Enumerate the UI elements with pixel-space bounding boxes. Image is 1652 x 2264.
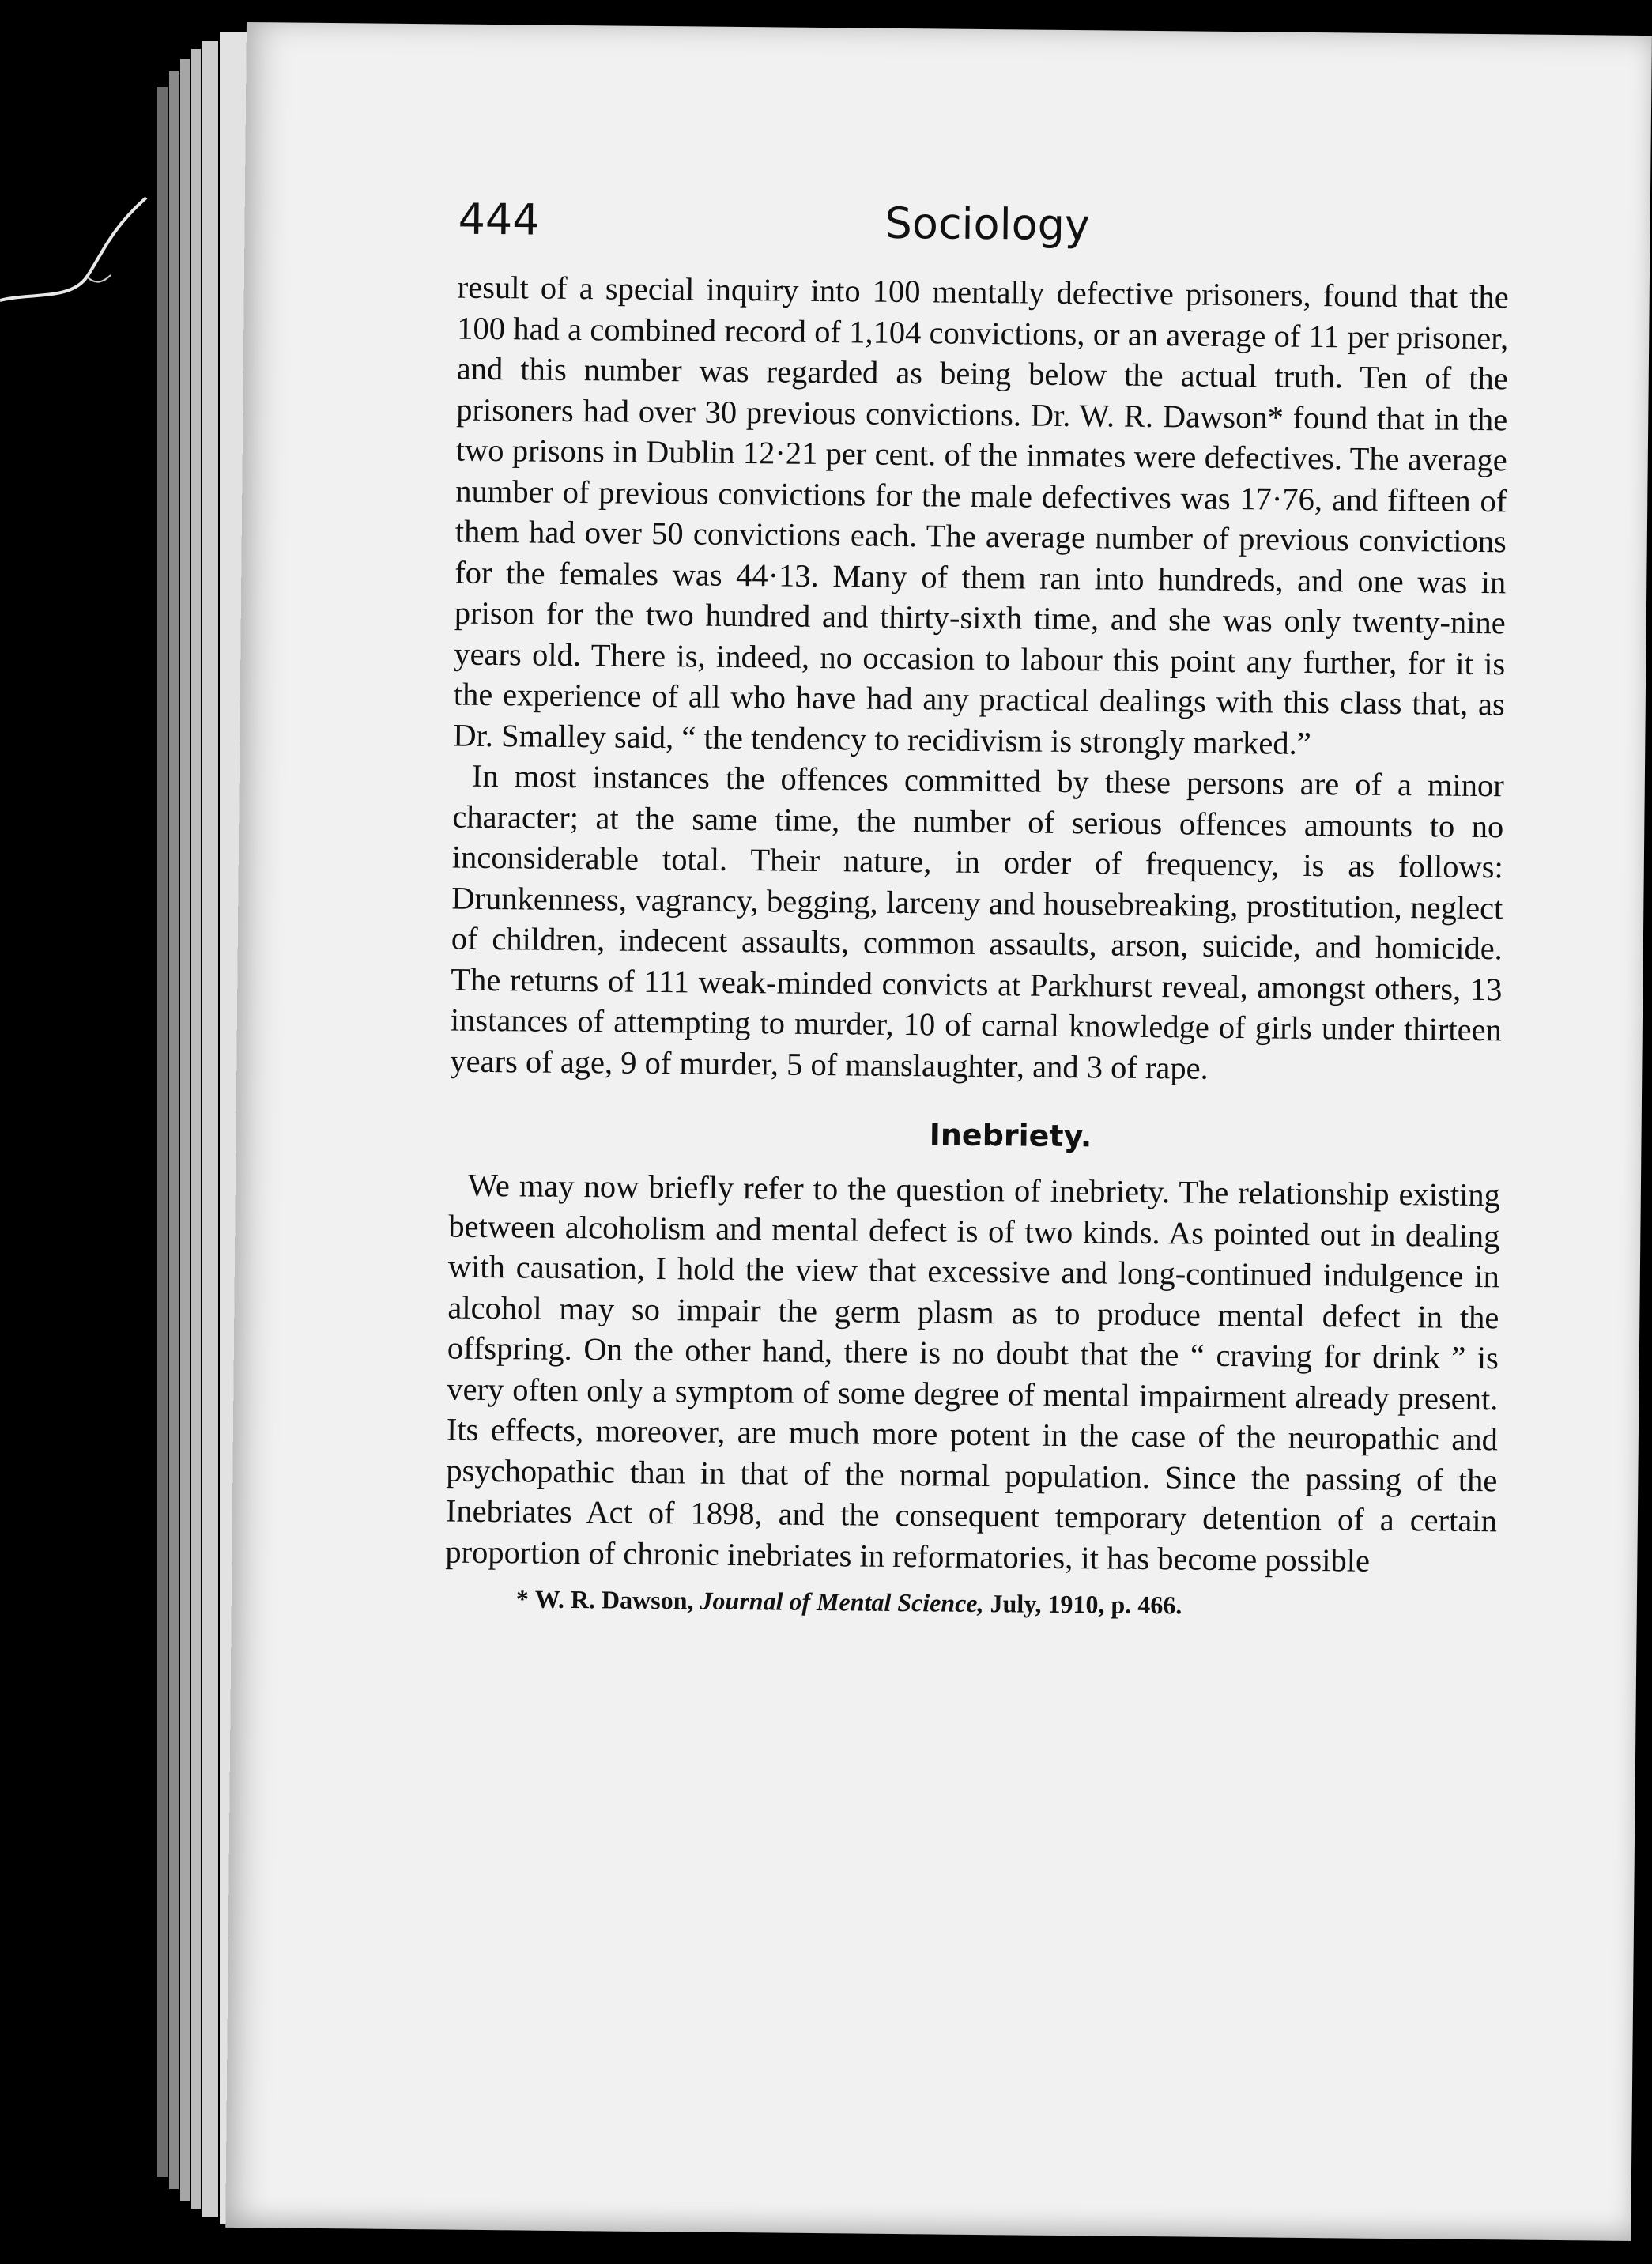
body-paragraph: In most instances the offences committed by these persons are of a minor character; at the same time, the number of serious offences amounts to no inconsiderable total. Their nature, in order of frequency, is as follows: Drunkenness, vagrancy, begging, larceny and housebreaking, prostitution, neglect of children, indecent assaults, common assaults, arson, suicide, and homicide. The returns of 111 weak-minded convicts at Parkhurst reveal, amongst others, 13 instances of attempting to murder, 10 of carnal knowledge of girls under thirteen years of age, 9 of murder, 5 of manslaughter, and 3 of rape. (450, 757, 1505, 1086)
footnote-author: W. R. Dawson, (534, 1584, 694, 1615)
text-block (445, 194, 1510, 1625)
footnote-marker: * (515, 1584, 530, 1613)
footnote-journal: Journal of Mental Science, (700, 1586, 984, 1618)
page-edge (202, 41, 218, 2217)
section-heading: Inebriety. (929, 1117, 1092, 1154)
footnote (445, 1582, 1496, 1625)
page-edge (157, 87, 168, 2177)
page-number: 444 (458, 194, 540, 245)
body-paragraph: We may now briefly refer to the question of inebriety. The relationship existing between alcoholism and mental defect is of two kinds. As pointed out in dealing with causation, I hold the view that excessive and long-continued indulgence in alcohol may so impair the germ plasm as to produce mental defect in the offspring. On the other hand, there is no doubt that the “ craving for drink ” is very often only a symptom of some degree of mental impairment already present. Its effects, moreover, are much more potent in the case of the neuropathic and psychopathic than in that of the normal population. Since the passing of the Inebriates Act of 1898, and the consequent temporary detention of a certain proportion of chronic inebriates in reformatories, it has become possible (445, 1167, 1501, 1579)
paper-fragment-icon (0, 182, 158, 324)
page-edge (180, 59, 190, 2201)
body-paragraph: result of a special inquiry into 100 mentally defective prisoners, found that the 100 had a combined record of 1,104 convictions, or an average of 11 per prisoner, and this number was regarded as being below the actual truth. Ten of the prisoners had over 30 previous convictions. Dr. W. R. Dawson* found that in the two prisons in Dublin 12·21 per cent. of the inmates were defectives. The average number of previous convictions for the male defectives was 17·76, and fifteen of them had over 50 convictions each. The average number of previous convictions for the females was 44·13. Many of them ran into hundreds, and one was in prison for the two hundred and thirty-sixth time, and she was only twenty-nine years old. There is, indeed, no occasion to labour this point any further, for it is the experience of all who have had any practical dealings with this class that, as Dr. Smalley said, “ the tendency to recidivism is strongly marked.” (453, 269, 1509, 761)
footnote-date: July, 1910, p. 466. (990, 1589, 1182, 1620)
running-head (458, 194, 1510, 277)
page-edge (191, 49, 201, 2209)
book-page (225, 22, 1652, 2241)
running-title: Sociology (884, 198, 1091, 251)
page-edge (169, 71, 179, 2189)
